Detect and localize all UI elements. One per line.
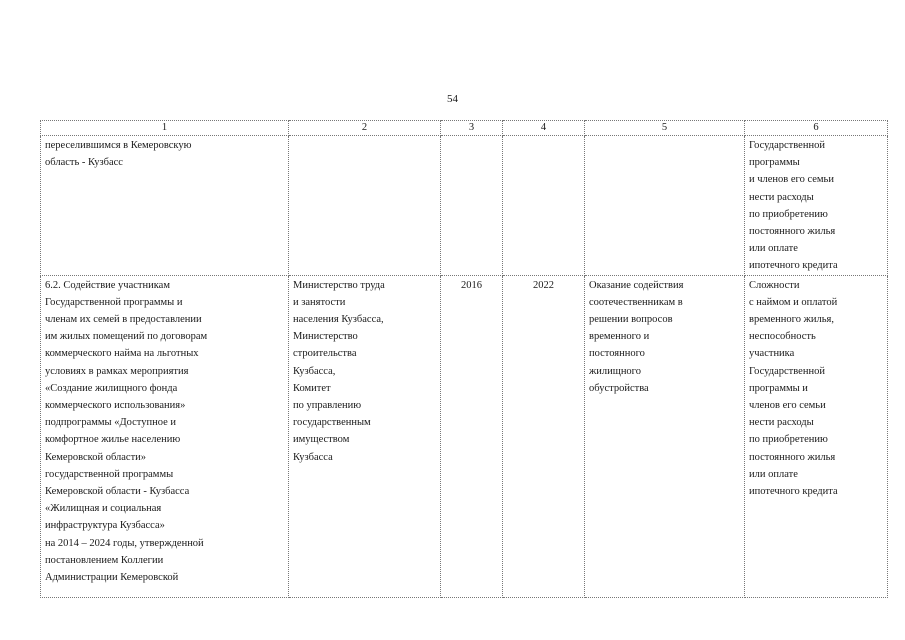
cell-risks: Сложности с наймом и оплатой временного жилья, неспособность участника Государственной программы и членов его семьи нести расходы по приобретению постоянного жилья или оплате ипотечного кредита (745, 275, 888, 597)
cell-result (585, 136, 745, 276)
cell-end-year: 2022 (503, 275, 585, 597)
cell-end-year (503, 136, 585, 276)
cell-responsible (289, 136, 441, 276)
cell-start-year (441, 136, 503, 276)
table-row (41, 136, 888, 276)
cell-activity: 6.2. Содействие участникам Государственной программы и членам их семей в предоставлении им жилых помещений по договорам коммерческого найма на льготных условиях в рамках мероприятия «Создание жилищного фонда коммерческого использования» подпрограммы «Доступное и комфортное жилье населению Кемеровской области» государственной программы Кемеровской области - Кузбасса «Жилищная и социальная инфраструктура Кузбасса» на 2014 – 2024 годы, утвержденной постановлением Коллегии Администрации Кемеровской (41, 275, 289, 597)
cell-result: Оказание содействия соотечественникам в решении вопросов временного и постоянного жилищного обустройства (585, 275, 745, 597)
column-header-1: 1 (41, 121, 289, 136)
cell-risks: Государственной программы и членов его семьи нести расходы по приобретению постоянного жилья или оплате ипотечного кредита (745, 136, 888, 276)
cell-responsible: Министерство труда и занятости населения Кузбасса, Министерство строительства Кузбасса, Комитет по управлению государственным имуществом Кузбасса (289, 275, 441, 597)
document-table (40, 120, 888, 598)
column-header-4: 4 (503, 121, 585, 136)
column-header-2: 2 (289, 121, 441, 136)
table-header-row (41, 121, 888, 136)
column-header-3: 3 (441, 121, 503, 136)
table-row (41, 275, 888, 597)
column-header-5: 5 (585, 121, 745, 136)
column-header-6: 6 (745, 121, 888, 136)
cell-activity: переселившимся в Кемеровскую область - Кузбасс (41, 136, 289, 276)
cell-start-year: 2016 (441, 275, 503, 597)
page-number: 54 (447, 93, 458, 105)
